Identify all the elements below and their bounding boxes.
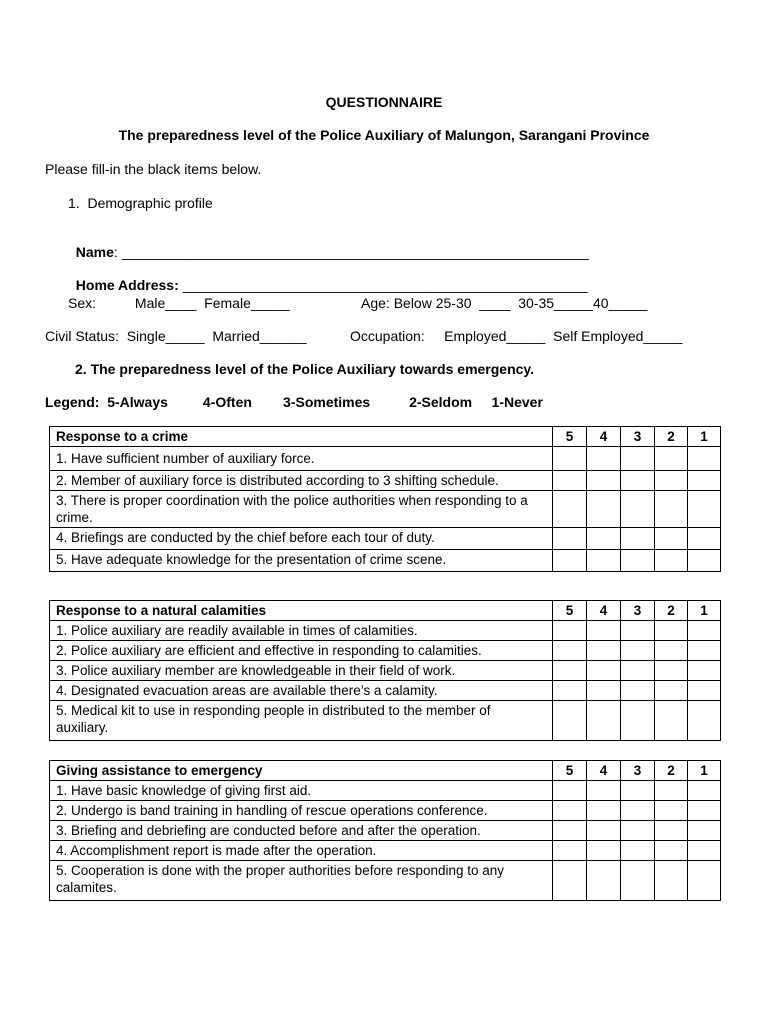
scale-5: 5 bbox=[553, 761, 587, 781]
rating-cell-1[interactable] bbox=[688, 447, 721, 471]
item-text: 3. Briefing and debriefing are conducted before and after the operation. bbox=[50, 821, 553, 841]
table-row bbox=[50, 528, 721, 550]
rating-cell-3[interactable] bbox=[621, 491, 655, 528]
scale-4: 4 bbox=[587, 601, 621, 621]
rating-cell-5[interactable] bbox=[553, 681, 587, 701]
scale-5: 5 bbox=[553, 601, 587, 621]
table-row bbox=[50, 781, 721, 801]
item-text: 5. Have adequate knowledge for the presentation of crime scene. bbox=[50, 550, 553, 572]
item-text: 4. Accomplishment report is made after the operation. bbox=[50, 841, 553, 861]
rating-cell-1[interactable] bbox=[688, 821, 721, 841]
rating-table-crime bbox=[49, 426, 721, 572]
item-text: 2. Undergo is band training in handling of rescue operations conference. bbox=[50, 801, 553, 821]
rating-cell-5[interactable] bbox=[553, 701, 587, 741]
rating-cell-2[interactable] bbox=[655, 528, 688, 550]
item-text: 2. Police auxiliary are efficient and effective in responding to calamities. bbox=[50, 641, 553, 661]
rating-cell-2[interactable] bbox=[655, 550, 688, 572]
rating-cell-5[interactable] bbox=[553, 528, 587, 550]
item-text: 1. Have sufficient number of auxiliary force. bbox=[50, 447, 553, 471]
item-text: 2. Member of auxiliary force is distributed according to 3 shifting schedule. bbox=[50, 471, 553, 491]
rating-cell-3[interactable] bbox=[621, 641, 655, 661]
table-row bbox=[50, 861, 721, 901]
sex-field[interactable]: Sex: Male____ Female_____ bbox=[68, 295, 290, 311]
table-row bbox=[50, 821, 721, 841]
rating-cell-5[interactable] bbox=[553, 621, 587, 641]
rating-cell-1[interactable] bbox=[688, 621, 721, 641]
scale-3: 3 bbox=[621, 761, 655, 781]
scale-1: 1 bbox=[688, 427, 721, 447]
rating-cell-1[interactable] bbox=[688, 491, 721, 528]
instruction-text: Please fill-in the black items below. bbox=[45, 161, 262, 177]
item-text: 5. Medical kit to use in responding people in distributed to the member of auxiliary. bbox=[50, 701, 553, 741]
rating-cell-5[interactable] bbox=[553, 841, 587, 861]
rating-cell-2[interactable] bbox=[655, 491, 688, 528]
item-text: 3. Police auxiliary member are knowledgeable in their field of work. bbox=[50, 661, 553, 681]
rating-cell-1[interactable] bbox=[688, 781, 721, 801]
rating-cell-1[interactable] bbox=[688, 701, 721, 741]
table-row bbox=[50, 841, 721, 861]
civil-status-field[interactable]: Civil Status: Single_____ Married______ bbox=[45, 328, 307, 344]
rating-cell-4[interactable] bbox=[587, 701, 621, 741]
rating-cell-4[interactable] bbox=[587, 447, 621, 471]
rating-cell-1[interactable] bbox=[688, 550, 721, 572]
scale-2: 2 bbox=[655, 427, 688, 447]
rating-cell-3[interactable] bbox=[621, 528, 655, 550]
table-row bbox=[50, 550, 721, 572]
rating-cell-5[interactable] bbox=[553, 661, 587, 681]
rating-cell-3[interactable] bbox=[621, 861, 655, 901]
rating-cell-2[interactable] bbox=[655, 447, 688, 471]
rating-cell-2[interactable] bbox=[655, 781, 688, 801]
rating-cell-5[interactable] bbox=[553, 781, 587, 801]
rating-cell-4[interactable] bbox=[587, 841, 621, 861]
rating-cell-5[interactable] bbox=[553, 447, 587, 471]
item-text: 5. Cooperation is done with the proper authorities before responding to any calamites. bbox=[50, 861, 553, 901]
rating-cell-2[interactable] bbox=[655, 701, 688, 741]
table-row bbox=[50, 621, 721, 641]
rating-cell-2[interactable] bbox=[655, 471, 688, 491]
rating-cell-1[interactable] bbox=[688, 661, 721, 681]
table-row bbox=[50, 491, 721, 528]
table-row bbox=[50, 661, 721, 681]
table-row bbox=[50, 641, 721, 661]
rating-table-calamities bbox=[49, 600, 721, 741]
rating-cell-4[interactable] bbox=[587, 781, 621, 801]
rating-cell-4[interactable] bbox=[587, 471, 621, 491]
scale-4: 4 bbox=[587, 427, 621, 447]
rating-cell-2[interactable] bbox=[655, 641, 688, 661]
rating-cell-5[interactable] bbox=[553, 641, 587, 661]
rating-cell-1[interactable] bbox=[688, 801, 721, 821]
rating-cell-2[interactable] bbox=[655, 681, 688, 701]
name-line: : ____________________________________________________________ bbox=[113, 244, 589, 260]
rating-cell-2[interactable] bbox=[655, 621, 688, 641]
legend: Legend: 5-Always 4-Often 3-Sometimes 2-Seldom 1-Never bbox=[45, 394, 543, 410]
rating-cell-3[interactable] bbox=[621, 447, 655, 471]
rating-cell-3[interactable] bbox=[621, 621, 655, 641]
page-title: QUESTIONNAIRE bbox=[325, 94, 443, 110]
rating-cell-3[interactable] bbox=[621, 681, 655, 701]
scale-5: 5 bbox=[553, 427, 587, 447]
address-label: Home Address: bbox=[75, 277, 179, 293]
scale-3: 3 bbox=[621, 601, 655, 621]
table-header-row bbox=[50, 601, 721, 621]
table-row bbox=[50, 447, 721, 471]
rating-cell-3[interactable] bbox=[621, 821, 655, 841]
rating-cell-4[interactable] bbox=[587, 681, 621, 701]
scale-1: 1 bbox=[688, 761, 721, 781]
rating-cell-3[interactable] bbox=[621, 661, 655, 681]
scale-4: 4 bbox=[587, 761, 621, 781]
rating-cell-5[interactable] bbox=[553, 861, 587, 901]
section2-heading: 2. The preparedness level of the Police Auxiliary towards emergency. bbox=[75, 361, 535, 377]
rating-cell-4[interactable] bbox=[587, 491, 621, 528]
rating-cell-3[interactable] bbox=[621, 550, 655, 572]
rating-cell-2[interactable] bbox=[655, 821, 688, 841]
scale-1: 1 bbox=[688, 601, 721, 621]
table-header-row bbox=[50, 761, 721, 781]
table-header-row bbox=[50, 427, 721, 447]
rating-cell-4[interactable] bbox=[587, 821, 621, 841]
rating-cell-1[interactable] bbox=[688, 471, 721, 491]
rating-cell-5[interactable] bbox=[553, 550, 587, 572]
rating-cell-1[interactable] bbox=[688, 528, 721, 550]
rating-cell-1[interactable] bbox=[688, 861, 721, 901]
address-field[interactable] bbox=[68, 261, 588, 293]
table-row bbox=[50, 701, 721, 741]
table-row bbox=[50, 801, 721, 821]
rating-cell-4[interactable] bbox=[587, 641, 621, 661]
rating-cell-4[interactable] bbox=[587, 550, 621, 572]
rating-table-emergency bbox=[49, 760, 721, 901]
occupation-field[interactable]: Occupation: Employed_____ Self Employed_____ bbox=[350, 328, 683, 344]
rating-cell-4[interactable] bbox=[587, 861, 621, 901]
rating-cell-5[interactable] bbox=[553, 801, 587, 821]
item-text: 1. Police auxiliary are readily available in times of calamities. bbox=[50, 621, 553, 641]
rating-cell-3[interactable] bbox=[621, 841, 655, 861]
scale-2: 2 bbox=[655, 761, 688, 781]
rating-cell-5[interactable] bbox=[553, 471, 587, 491]
item-text: 3. There is proper coordination with the police authorities when responding to a crime. bbox=[50, 491, 553, 528]
table-header: Response to a natural calamities bbox=[50, 601, 553, 621]
scale-3: 3 bbox=[621, 427, 655, 447]
rating-cell-3[interactable] bbox=[621, 801, 655, 821]
rating-cell-5[interactable] bbox=[553, 821, 587, 841]
name-label: Name bbox=[75, 244, 114, 260]
rating-cell-4[interactable] bbox=[587, 661, 621, 681]
table-row bbox=[50, 681, 721, 701]
scale-2: 2 bbox=[655, 601, 688, 621]
item-text: 4. Designated evacuation areas are available there’s a calamity. bbox=[50, 681, 553, 701]
rating-cell-2[interactable] bbox=[655, 861, 688, 901]
address-line: ____________________________________________________ bbox=[178, 277, 588, 293]
table-header: Giving assistance to emergency bbox=[50, 761, 553, 781]
rating-cell-2[interactable] bbox=[655, 841, 688, 861]
table-row bbox=[50, 471, 721, 491]
rating-cell-3[interactable] bbox=[621, 471, 655, 491]
page-subtitle: The preparedness level of the Police Auxiliary of Malungon, Sarangani Province bbox=[118, 127, 650, 143]
item-text: 4. Briefings are conducted by the chief before each tour of duty. bbox=[50, 528, 553, 550]
rating-cell-2[interactable] bbox=[655, 801, 688, 821]
rating-cell-1[interactable] bbox=[688, 641, 721, 661]
rating-cell-4[interactable] bbox=[587, 621, 621, 641]
item-text: 1. Have basic knowledge of giving first aid. bbox=[50, 781, 553, 801]
rating-cell-3[interactable] bbox=[621, 701, 655, 741]
name-field[interactable] bbox=[68, 228, 589, 260]
rating-cell-4[interactable] bbox=[587, 801, 621, 821]
rating-cell-1[interactable] bbox=[688, 681, 721, 701]
rating-cell-1[interactable] bbox=[688, 841, 721, 861]
rating-cell-4[interactable] bbox=[587, 528, 621, 550]
age-field[interactable]: Age: Below 25-30 ____ 30-35_____40_____ bbox=[361, 295, 648, 311]
section1-label: 1. Demographic profile bbox=[68, 195, 213, 211]
rating-cell-3[interactable] bbox=[621, 781, 655, 801]
table-header: Response to a crime bbox=[50, 427, 553, 447]
rating-cell-5[interactable] bbox=[553, 491, 587, 528]
rating-cell-2[interactable] bbox=[655, 661, 688, 681]
